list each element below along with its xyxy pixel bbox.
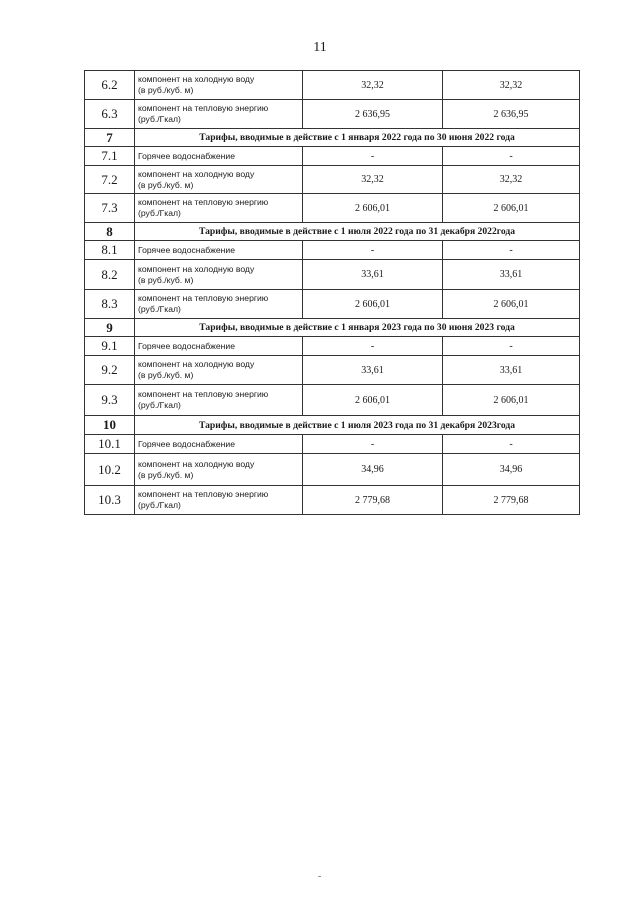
row-value-2: - (443, 147, 580, 166)
row-number: 8.1 (85, 241, 135, 260)
row-value-2: 32,32 (443, 71, 580, 100)
row-description: компонент на тепловую энергию (руб./Гкал) (135, 100, 303, 129)
row-value-1: - (303, 337, 443, 356)
row-number: 8.2 (85, 260, 135, 290)
table-row (85, 71, 580, 100)
section-number: 7 (85, 129, 135, 147)
row-number: 7.3 (85, 194, 135, 223)
row-number: 9.3 (85, 385, 135, 416)
section-title: Тарифы, вводимые в действие с 1 января 2023 года по 30 июня 2023 года (135, 319, 580, 337)
table-row (85, 356, 580, 385)
row-value-2: 2 606,01 (443, 385, 580, 416)
section-title: Тарифы, вводимые в действие с 1 января 2022 года по 30 июня 2022 года (135, 129, 580, 147)
page-number: 11 (313, 40, 327, 55)
section-header-row (85, 129, 580, 147)
row-number: 10.2 (85, 454, 135, 486)
row-value-2: 34,96 (443, 454, 580, 486)
table-row (85, 435, 580, 454)
row-value-2: - (443, 337, 580, 356)
row-value-2: 2 779,68 (443, 486, 580, 515)
row-value-1: 34,96 (303, 454, 443, 486)
row-value-2: 2 606,01 (443, 194, 580, 223)
row-number: 9.1 (85, 337, 135, 356)
row-value-1: - (303, 241, 443, 260)
section-number: 8 (85, 223, 135, 241)
row-number: 8.3 (85, 290, 135, 319)
table-row (85, 166, 580, 194)
section-number: 9 (85, 319, 135, 337)
row-description: компонент на тепловую энергию (руб./Гкал) (135, 194, 303, 223)
row-description: Горячее водоснабжение (135, 241, 303, 260)
row-description: Горячее водоснабжение (135, 435, 303, 454)
row-value-2: 32,32 (443, 166, 580, 194)
row-value-1: 32,32 (303, 71, 443, 100)
row-value-1: 2 779,68 (303, 486, 443, 515)
table-row (85, 454, 580, 486)
row-value-1: 2 606,01 (303, 290, 443, 319)
section-header-row (85, 223, 580, 241)
row-description: компонент на холодную воду (в руб./куб. м) (135, 71, 303, 100)
row-value-2: 33,61 (443, 356, 580, 385)
row-value-1: 2 636,95 (303, 100, 443, 129)
table-row (85, 100, 580, 129)
row-number: 7.2 (85, 166, 135, 194)
row-number: 10.1 (85, 435, 135, 454)
row-description: компонент на холодную воду (в руб./куб. м) (135, 454, 303, 486)
row-value-1: 32,32 (303, 166, 443, 194)
section-header-row (85, 319, 580, 337)
row-value-1: 2 606,01 (303, 385, 443, 416)
row-value-1: - (303, 435, 443, 454)
section-title: Тарифы, вводимые в действие с 1 июля 2023 года по 31 декабря 2023года (135, 416, 580, 435)
row-value-1: - (303, 147, 443, 166)
row-description: компонент на тепловую энергию (руб./Гкал) (135, 290, 303, 319)
row-number: 7.1 (85, 147, 135, 166)
row-number: 6.3 (85, 100, 135, 129)
table-row (85, 241, 580, 260)
tariff-table (84, 70, 580, 515)
row-value-2: - (443, 435, 580, 454)
table-row (85, 486, 580, 515)
tariff-table-body (85, 71, 580, 515)
table-row (85, 194, 580, 223)
table-row (85, 385, 580, 416)
row-description: компонент на холодную воду (в руб./куб. м) (135, 260, 303, 290)
row-value-1: 33,61 (303, 260, 443, 290)
section-title: Тарифы, вводимые в действие с 1 июля 2022 года по 31 декабря 2022года (135, 223, 580, 241)
row-value-1: 33,61 (303, 356, 443, 385)
table-row (85, 147, 580, 166)
row-description: компонент на холодную воду (в руб./куб. м) (135, 356, 303, 385)
section-header-row (85, 416, 580, 435)
row-value-1: 2 606,01 (303, 194, 443, 223)
row-value-2: 2 606,01 (443, 290, 580, 319)
section-number: 10 (85, 416, 135, 435)
row-value-2: - (443, 241, 580, 260)
row-value-2: 2 636,95 (443, 100, 580, 129)
row-number: 10.3 (85, 486, 135, 515)
table-row (85, 337, 580, 356)
scan-mark (318, 876, 321, 877)
row-value-2: 33,61 (443, 260, 580, 290)
row-description: компонент на тепловую энергию (руб./Гкал) (135, 385, 303, 416)
table-row (85, 290, 580, 319)
row-description: компонент на тепловую энергию (руб./Гкал) (135, 486, 303, 515)
row-description: Горячее водоснабжение (135, 147, 303, 166)
row-number: 6.2 (85, 71, 135, 100)
row-description: компонент на холодную воду (в руб./куб. м) (135, 166, 303, 194)
row-number: 9.2 (85, 356, 135, 385)
row-description: Горячее водоснабжение (135, 337, 303, 356)
table-row (85, 260, 580, 290)
